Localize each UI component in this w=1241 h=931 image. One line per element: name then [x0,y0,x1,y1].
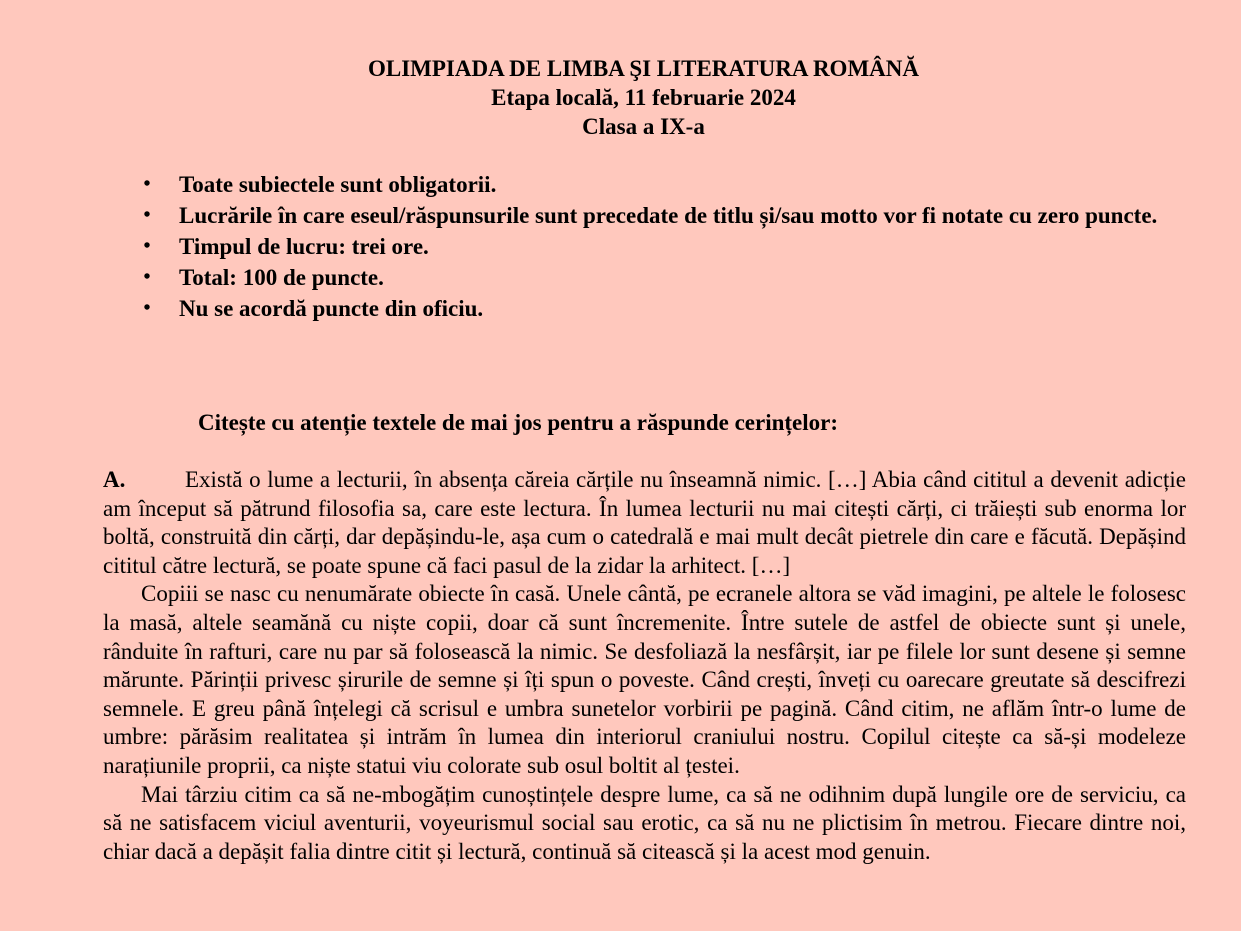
exam-rules-list [140,170,1185,325]
exam-grade: Clasa a IX-a [582,114,705,139]
reading-instruction: Citește cu atenție textele de mai jos pentru a răspunde cerințelor: [198,410,839,435]
rule-item [140,232,1185,261]
paragraph-text: Există o lume a lecturii, în absența căreia cărțile nu înseamnă nimic. […] Abia când cititul a devenit adicție am început să pătrund filosofia sa, care este lectura. În lumea lecturii nu mai citești cărți, ci trăiești sub enorma lor boltă, construită din cărți, dar depășindu-le, așa cum o catedrală e mai mult decât pietrele din care e făcută. Depășind cititul către lectură, se poate spune că faci pasul de la zidar la arhitect. […] [103,467,1186,578]
bullet-icon: • [143,173,151,195]
exam-header [0,54,1241,141]
rule-item [140,201,1185,230]
text-a-paragraph-2: Copiii se nasc cu nenumărate obiecte în casă. Unele cântă, pe ecranele altora se văd imagini, pe altele le folosesc la masă, altele seamănă cu niște copii, doar că sunt încremenite. Între sutele de astfel de obiecte sunt și unele, rânduite în rafturi, care nu par să folosească la nimic. Se desfoliază la nesfârșit, iar pe filele lor sunt desene și semne mărunte. Părinții privesc șirurile de semne și îți spun o poveste. Când crești, înveți cu oarecare greutate să descifrezi semnele. E greu până înțelegi că scrisul e umbra sunetelor vorbirii pe pagină. Când citim, ne aflăm într-o lume de umbre: părăsim realitatea și intrăm în lumea din interiorul craniului nostru. Copilul citește ca să-și modeleze narațiunile proprii, ca niște statui viu colorate sub osul boltit al țestei. [103,581,1186,778]
bullet-icon: • [143,204,151,226]
bullet-icon: • [143,297,151,319]
rule-item [140,263,1185,292]
exam-title: OLIMPIADA DE LIMBA ŞI LITERATURA ROMÂNĂ [367,56,919,81]
rule-text: Toate subiectele sunt obligatorii. [179,172,497,197]
rule-item [140,170,1185,199]
rule-item [140,294,1185,323]
rule-text: Lucrările în care eseul/răspunsurile sunt precedate de titlu și/sau motto vor fi notate cu zero puncte. [179,203,1158,228]
bullet-icon: • [143,266,151,288]
rule-text: Total: 100 de puncte. [179,265,384,290]
section-label: A. [103,467,126,492]
bullet-icon: • [143,235,151,257]
text-a [103,466,1186,866]
rule-text: Timpul de lucru: trei ore. [179,234,429,259]
text-a-paragraph-3: Mai târziu citim ca să ne-mbogățim cunoștințele despre lume, ca să ne odihnim după lungile ore de serviciu, ca să ne satisfacem viciul aventurii, voyeurismul social sau erotic, ca să nu ne plictisim în metrou. Fiecare dintre noi, chiar dacă a depășit falia dintre citit și lectură, continuă să citească și la acest mod genuin. [103,781,1186,864]
exam-stage-date: Etapa locală, 11 februarie 2024 [491,85,796,110]
text-a-paragraph-1 [103,466,1186,580]
rule-text: Nu se acordă puncte din oficiu. [179,296,484,321]
